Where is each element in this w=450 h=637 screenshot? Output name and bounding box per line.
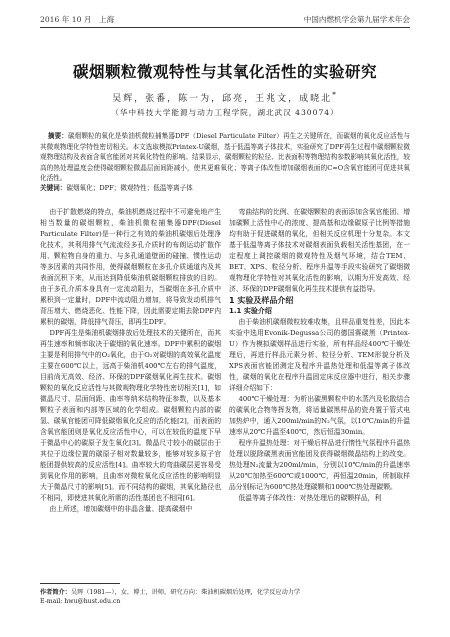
header-conference: 中国内燃机学会第九届学术年会: [303, 15, 410, 24]
author-bio: [40, 588, 410, 597]
body-paragraph: 低温等离子体改性：对热处理后的碳颗样品，利: [238, 494, 382, 502]
affiliation: （华中科技大学能源与动力工程学院，湖北武汉 430074）: [111, 108, 339, 117]
body-paragraph: 由于柴油机碳烟微粒较难收集，且样品重复性差，因此本实验中选用Evonik-Degussa公司的德国赛碳黑（Printex-U）作为模拟碳烟样品进行实验，所有样品经400℃干燥处理后，再进行样品元素分析、粒径分析、TEM形貌分析及XPS表面官能团测定及程序升温热处理和低温等离子体改性，碳烟的氧化在程序升温固定床反应器中进行，相关步骤详细介绍如下：: [229, 318, 410, 392]
keywords: [40, 183, 410, 193]
subsection-heading: 1.1 实验介绍: [229, 307, 272, 315]
header-date-location: 2016 年 10 月 上海: [40, 15, 115, 24]
keywords-label: 关键词：: [40, 184, 67, 192]
abstract: [40, 131, 410, 184]
body-paragraph: 400℃干燥处理：为析出碳黑颗粒中的水蒸汽及松散结合的碳氧化合物等挥发物，将适量碳黑样品的瓷舟置于管式电加热炉中，通入200ml/min的N₂气氛，以10℃/min的升温速率从20℃升温至400℃，然后恒温30min。: [229, 395, 410, 436]
body-paragraph: 由于扩散燃烧的特点，柴油机燃烧过程中不可避免地产生相当数量的碳烟颗粒，柴油机微粒捕集器DPF(Diesel Particulate Filter)是一种行之有效的柴油机碳烟后处理净化技术，其利用排气气流流经多孔介质时的布朗运动扩散作用、颗粒物自身的重力、与多孔通道壁面的碰撞、惯性运动等多因素的共同作用，使得碳烟颗粒在多孔介质通道内及其表面沉积下来，从而达到降低柴油机碳烟颗粒排放的目的。由于多孔介质本身具有一定流动阻力，当碳烟在多孔介质中累积到一定量时，DPF中流动阻力增加，将导致发动机排气背压增大、燃烧恶化、性能下降，因此需要定期去除DPF内累积的碳烟，降低排气背压，即再生DPF。: [40, 208, 221, 326]
body-paragraph: DPF再生是柴油机碳烟排放后处理技术的关键所在，而其再生速率和频率取决于碳烟的氧化速率。DPF中累积的碳烟主要是利用排气中的O₂氧化，由于O₂对碳烟的高效氧化温度主要在600℃以上，远高于柴油机400℃左右的排气温度，目前尚无高效、经济、环保的DPF碳烟氧化再生技术。碳烟颗粒的氧化反应活性与其微观物理化学特性密切相关[1]，如微晶尺寸、层面间距、曲率等纳米结构特征参数，以及基本颗粒子表面和内部等区域的化学组成。碳烟颗粒内部的碳氢、碳氧官能团可降低碳烟氧化反应的活化能[2]，而表面的含氧官能团则是氧化反应活性中心，可以在较低的温度下早于微晶中心的碳原子发生氧化[3]。微晶尺寸较小的碳层由于其位于边缘位置的碳原子相对数量较多，能够对较多原子官能团提供较高的反应活性[4]。曲率较大的弯曲碳层更容易受到氧化作用的影响，且曲率对微粒氧化反应活性的影响明显大于微晶尺寸的影响[5]。而不同结构的碳烟，其氧化路径也不相同，即使进其氧化所需的活性基团也不相同[6]。: [40, 329, 221, 502]
footnote-divider: [40, 583, 120, 584]
corresponding-mark: *: [332, 90, 338, 99]
footnote-label: 作者简介：: [40, 589, 71, 596]
section-heading: 1 实验及样品介绍: [229, 296, 294, 305]
footnote-text: 吴辉（1981—），女，博士，讲师，研究方向：柴油机碳烟后处理，化学反应动力学: [70, 589, 301, 596]
paper-title: 碳烟颗粒微观特性与其氧化活性的实验研究: [72, 63, 377, 81]
author-email: [40, 597, 410, 606]
author-footnote: [40, 588, 410, 606]
running-header: [40, 13, 410, 28]
body-paragraph: 由上所述，增加碳烟中的非晶含量、提高碳烟中: [49, 505, 193, 513]
author-names: 吴辉，张番，陈一为，邱亮，王兆文，成晓北: [112, 94, 333, 104]
abstract-label: 摘要：: [47, 132, 68, 140]
email-label: E-mail:: [40, 598, 63, 605]
right-column: [229, 207, 410, 504]
left-column: [40, 207, 221, 515]
email-address: hwu@hust.edu.cn: [64, 598, 121, 605]
abstract-text: 碳烟颗粒的氧化是柴油机微粒捕集器DPF（Diesel Particulate Filter）再生之关键所在，而碳烟的氧化反应活性与其微观物理化学特性密切相关。本文选取模拟Printex-U碳烟，基于低温等离子体技术，实验研究了DPF再生过程中碳烟颗粒微观物理结构及表面含氧官能团对其氧化特性的影响。结果显示，碳烟颗粒的粒径、比表面积等物理结构参数影响其氧化活性，较高的热处理温度会使得碳烟颗粒微晶层面间距减小，使其更难氧化；等离子体改性增加碳烟表面的C=O含氧官能团可促进其氧化活性。: [40, 132, 410, 183]
author-list: [40, 90, 410, 104]
body-paragraph: 程序升温热处理：对干燥后样品进行惰性气氛程序升温热处理以脱除碳黑表面官能团及获得碳烟微晶结构上的改变。热处理N₂流量为200ml/min，分别以10℃/min的升温速率从20℃加热至600℃或1000℃，再恒温20min，所制取样品分别标记为600℃热处理碳颗和1000℃热处理碳颗。: [229, 439, 410, 491]
body-paragraph: 弯曲结构的比例、在碳烟颗粒的表面添加含氧官能团、增加碳颗上活性中心的浓度、提高基和边缘碳原子比例等措施均有助于促进碳烟的氧化，但相关反应机理十分复杂。本文基于低温等离子体技术对碳烟表面负载相关活性基团，在一定程度上调控碳烟的微观特性及烟气环境，结合TEM、BET、XPS、粒径分析、程序升温等手段实验研究了碳烟微观物理化学特性对其氧化活性的影响，以期为开发高效、经济、环保的DPF碳烟氧化再生技术提供有益指导。: [229, 208, 410, 293]
keywords-text: 碳烟氧化；DPF；微观特性；低温等离子体: [66, 184, 193, 192]
